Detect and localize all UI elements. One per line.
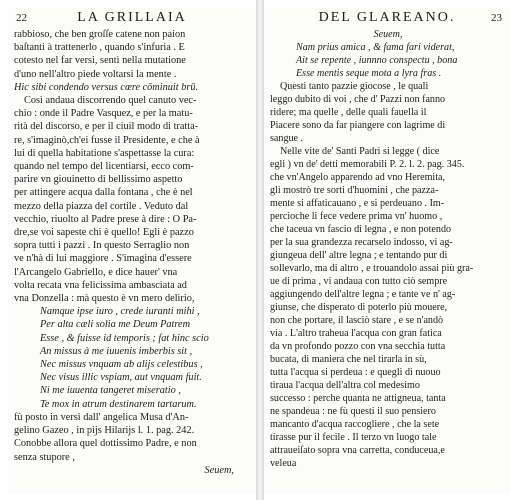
text-line: da vn profondo pozzo con vna secchia tutta	[270, 341, 446, 352]
text-line: An missus à me iuuenis imberbis sit ,	[40, 345, 193, 357]
text-line: che vn'Angelo apparendo ad vno Heremita,	[270, 172, 446, 183]
text-line: volta recata vna felicissima ambasciata ad	[14, 279, 187, 291]
text-line: ne spandeua : ne fù questi il suo pensiero	[270, 406, 436, 417]
text-line: Nam prius amica , & fama fari viderat,	[296, 42, 455, 53]
text-line: Questi tanto pazzie giocose , le quali	[280, 81, 429, 92]
text-line: Ait se repente , iunnno conspectu , bona	[296, 55, 458, 66]
left-head-title: LA GRILLAIA	[77, 10, 187, 25]
text-line: Te mox in atrum destinarem tartarum.	[40, 398, 197, 410]
text-line: rità del discorso, e per il ciuil modo di tratta-	[14, 121, 199, 133]
text-line: gli mostrò tre sorti d'huomini , che pazza-	[270, 185, 439, 196]
text-line: percioche li fece vedere prima vn' huomo ,	[270, 211, 443, 222]
text-line: Conobbe allora quel dottissimo Padre, e non	[14, 438, 197, 450]
text-line: giunse, che disperato di poterlo più mouere,	[270, 302, 448, 313]
text-line: per la sua grandezza recarselo indosso, vi ag-	[270, 237, 453, 248]
text-line: mente si affaticauano , e si perdeuano . Im-	[270, 198, 445, 209]
text-line: che taceua vn fascio di legna , e non potendo	[270, 224, 452, 235]
text-line: Nec missus vnquam ab alijs celestibus ,	[40, 359, 203, 371]
text-line: vecchio, riuolto al Padre prese à dire : O Pa-	[14, 213, 197, 225]
text-line: ue di prima , vi andaua con tutto ciò sempre	[270, 276, 448, 287]
text-line: aggiungendo dell'altre legna ; e tante ve n' ag-	[270, 289, 456, 300]
text-line: Per alta cæli solia me Deum Patrem	[40, 319, 191, 331]
text-line: senza stupore ,	[14, 451, 75, 463]
text-line: per attingere acqua dalla fontana , che è nel	[14, 187, 193, 199]
text-line: sangue .	[270, 133, 304, 144]
text-line: mezzo della piazza del cortile . Veduto dal	[14, 200, 189, 212]
text-line: Nec visus illic vspiam, aut vnquam fuit.	[40, 372, 202, 384]
text-line: Piacere sono da far piangere con lagrime di	[270, 120, 446, 131]
text-line: egli ) vn de' detti memorabili P. 2. l. 2. pag. 345.	[270, 159, 465, 170]
right-page-number: 23	[491, 12, 502, 24]
text-line: ve n'hà di lui maggiore . S'imagina d'essere	[14, 253, 192, 265]
text-line: veleua	[270, 458, 297, 469]
text-line: l'Arcangelo Gabriello, e dice hauer' vna	[14, 266, 178, 278]
text-line: quando nel tempo del licentiarsi, ecco com-	[14, 161, 194, 173]
text-line: cotesto nel far versi, sentì nella mutatione	[14, 55, 186, 67]
text-line: non che portare, il lasciò stare , e se n'andò	[270, 315, 444, 326]
book-gutter	[256, 0, 264, 500]
text-line: Seuem,	[373, 29, 403, 40]
left-running-head	[8, 8, 256, 28]
text-line: giungeua dell' altre legna ; e tentando pur di	[270, 250, 448, 261]
text-line: leggo dubito di voi , che d' Pazzi non fanno	[270, 94, 446, 105]
text-line: gelino Gazeo , in pijs Hilarijs l. 1. pag. 242.	[14, 425, 195, 437]
text-line: bucata, di maniera che nel tirarla in sù,	[270, 354, 427, 365]
right-page-body	[264, 28, 510, 470]
text-line: vna Donzella : mà questo è vn mero delirio,	[14, 293, 195, 305]
text-line: mancanto d'acqua raccogliere , che la sete	[270, 419, 440, 430]
right-running-head	[264, 8, 510, 28]
text-line: rabbioso, che ben groſſe catene non paion	[14, 29, 186, 40]
text-line: dre,se voi sapeste chi è quello! Egli è pazzo	[14, 227, 194, 239]
text-line: baſtanti à trattenerlo , quando s'infuria . E	[14, 42, 185, 54]
text-line: Esse mentis seque mota a lyra fras .	[296, 68, 442, 79]
text-line: Esse , & fuisse id temporis ; fat hinc scio	[40, 332, 209, 344]
text-line: Nelle vite de' Santi Padri si legge ( dice	[280, 146, 440, 157]
text-line: ridere; ma quelle , delle quali fauella il	[270, 107, 427, 118]
text-line: sopra tutti i pazzi . In questo Serraglio non	[14, 240, 190, 252]
right-head-title: DEL GLAREANO.	[318, 10, 456, 25]
text-line: fù posto in versi dall' angelica Musa d'An-	[14, 411, 189, 423]
text-line: chio : onde il Padre Vasquez, e per la matu-	[14, 108, 193, 120]
text-line: Così andaua discorrendo quel canuto vec-	[24, 95, 197, 107]
text-line: attraueiſato sopra vna carretta, conduceua,e	[270, 445, 445, 456]
text-line: Ni me iuuenta tangeret miseratio ,	[40, 385, 181, 397]
text-line: re, s'imaginò,ch'ei fusse il Presidente, e che à	[14, 134, 200, 146]
left-page-number: 22	[16, 12, 27, 24]
left-page	[8, 8, 256, 494]
text-line: successo : perche quanta ne attigneua, tanta	[270, 393, 446, 404]
text-line: tutta l'acqua si perdeua : e quegli di nuouo	[270, 367, 441, 378]
left-page-body	[8, 28, 256, 477]
text-line: sollevarlo, ma di altro , e trouandolo assai più gra-	[270, 263, 474, 274]
text-line: d'uno nell'altro piede voltarsi la mente .	[14, 68, 177, 80]
text-line: Seuem,	[204, 464, 234, 476]
text-line: tiraua l'acqua dell'altra col medesimo	[270, 380, 420, 391]
right-page	[264, 8, 510, 494]
text-line: Hic sibi condendo versus cœre cōminuit brū.	[14, 81, 199, 93]
text-line: parire vn giouinetto di bellissimo aspetto	[14, 174, 183, 186]
text-line: via . L'altro traheua l'acqua con gran fatica	[270, 328, 442, 339]
text-line: lui di quella habitatione s'aspettasse la cura:	[14, 147, 195, 159]
text-line: Namque ipse iuro , crede iuranti mihi ,	[40, 306, 200, 318]
text-line: tirasse pur il fecile . Il terzo vn luogo tale	[270, 432, 437, 443]
